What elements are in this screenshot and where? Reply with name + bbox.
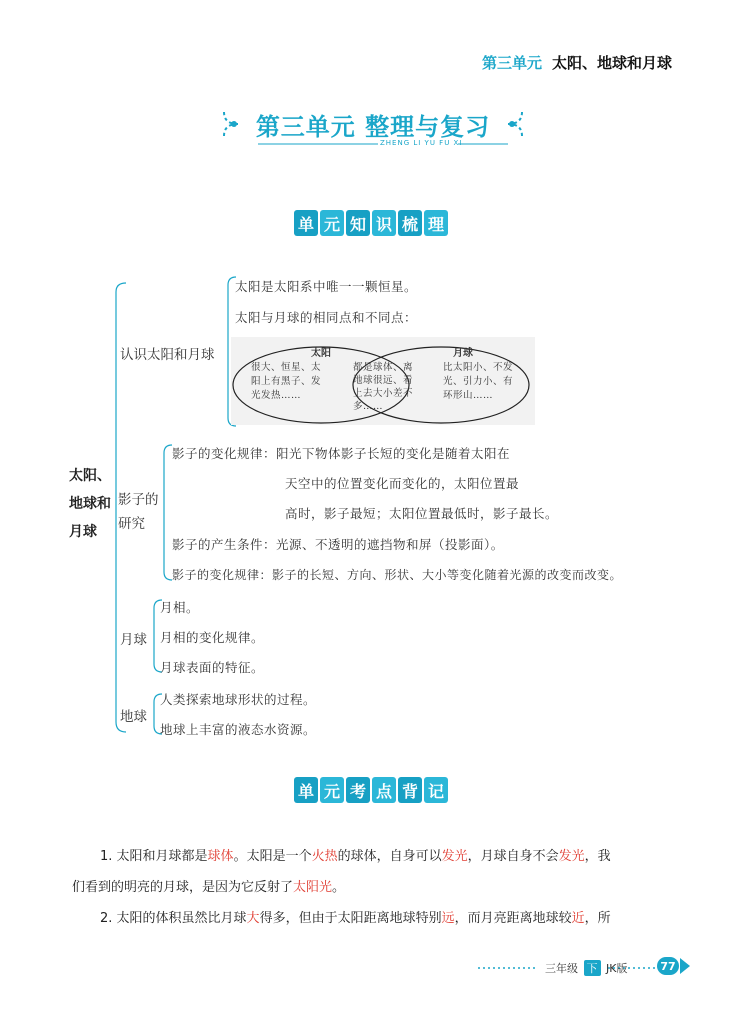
branch-item: 太阳是太阳系中唯一一颗恒星。 — [235, 279, 418, 294]
branch-shadow-label: 影子的 研究 — [118, 492, 159, 532]
point-1-line-2: 们看到的明亮的月球，是因为它反射了太阳光。 — [72, 880, 346, 895]
banner-title: 第三单元 整理与复习 — [255, 112, 491, 141]
section-char: 梳 — [398, 210, 422, 236]
answer: 发光 — [441, 849, 468, 864]
branch-item: 影子的变化规律：阳光下物体影子长短的变化是随着太阳在 — [172, 446, 511, 461]
page-number: 77 — [657, 957, 679, 975]
point-1-line-1: 1. 太阳和月球都是球体。太阳是一个火热的球体，自身可以发光，月球自身不会发光，我 — [100, 849, 611, 864]
answer: 球体 — [207, 849, 234, 864]
branch-item-cont: 高时，影子最短；太阳位置最低时，影子最长。 — [285, 506, 559, 521]
mindmap-root: 太阳、 地球和 月球 — [69, 468, 111, 540]
footer-term: 下 — [584, 960, 601, 976]
branch-item: 影子的产生条件：光源、不透明的遮挡物和屏（投影面）。 — [172, 537, 504, 552]
section-char: 点 — [372, 777, 396, 803]
section-char: 理 — [424, 210, 448, 236]
section-char: 记 — [424, 777, 448, 803]
header-unit: 第三单元 — [481, 54, 542, 72]
section-char: 识 — [372, 210, 396, 236]
branch-item-cont: 天空中的位置变化而变化的，太阳位置最 — [285, 476, 520, 491]
answer: 发光 — [558, 849, 585, 864]
venn-right-title: 月球 — [453, 348, 473, 359]
branch-item: 月球表面的特征。 — [160, 660, 265, 675]
page-arrow-icon — [680, 958, 690, 974]
branch-sun-moon-label: 认识太阳和月球 — [120, 347, 215, 363]
venn-mid-text: 都是球体、离 地球很远、看 上去大小差不 多…… — [353, 362, 414, 412]
section-heading-points — [294, 777, 448, 805]
section-char: 考 — [346, 777, 370, 803]
banner-pinyin: ZHENG LI YU FU XI — [380, 139, 463, 147]
answer: 大 — [246, 911, 260, 926]
branch-item: 地球上丰富的液态水资源。 — [160, 722, 317, 737]
section-char: 单 — [294, 210, 318, 236]
branch-moon-label: 月球 — [120, 632, 147, 648]
section-char: 知 — [346, 210, 370, 236]
branch-earth-label: 地球 — [120, 709, 147, 725]
branch-item: 影子的变化规律：影子的长短、方向、形状、大小等变化随着光源的改变而改变。 — [172, 568, 623, 582]
branch-item: 月相。 — [160, 600, 200, 615]
footer-label: 三年级 下 JK版 — [545, 962, 628, 975]
branch-item: 太阳与月球的相同点和不同点： — [235, 310, 418, 325]
section-char: 元 — [320, 210, 344, 236]
answer: 远 — [441, 911, 455, 926]
answer: 近 — [571, 911, 585, 926]
branch-item: 月相的变化规律。 — [160, 630, 265, 645]
venn-right-text: 比太阳小、不发 光、引力小、有 环形山…… — [443, 362, 514, 401]
point-2-line-1: 2. 太阳的体积虽然比月球大得多，但由于太阳距离地球特别远，而月亮距离地球较近，所 — [100, 911, 611, 926]
section-char: 背 — [398, 777, 422, 803]
venn-diagram — [231, 337, 535, 425]
header-title: 太阳、地球和月球 — [551, 54, 672, 72]
venn-left-title: 太阳 — [311, 348, 331, 359]
section-char: 单 — [294, 777, 318, 803]
section-char: 元 — [320, 777, 344, 803]
answer: 太阳光 — [293, 880, 333, 895]
branch-item: 人类探索地球形状的过程。 — [160, 692, 317, 707]
answer: 火热 — [311, 849, 338, 864]
venn-left-text: 很大、恒星、太 阳上有黑子、发 光发热…… — [251, 362, 322, 401]
